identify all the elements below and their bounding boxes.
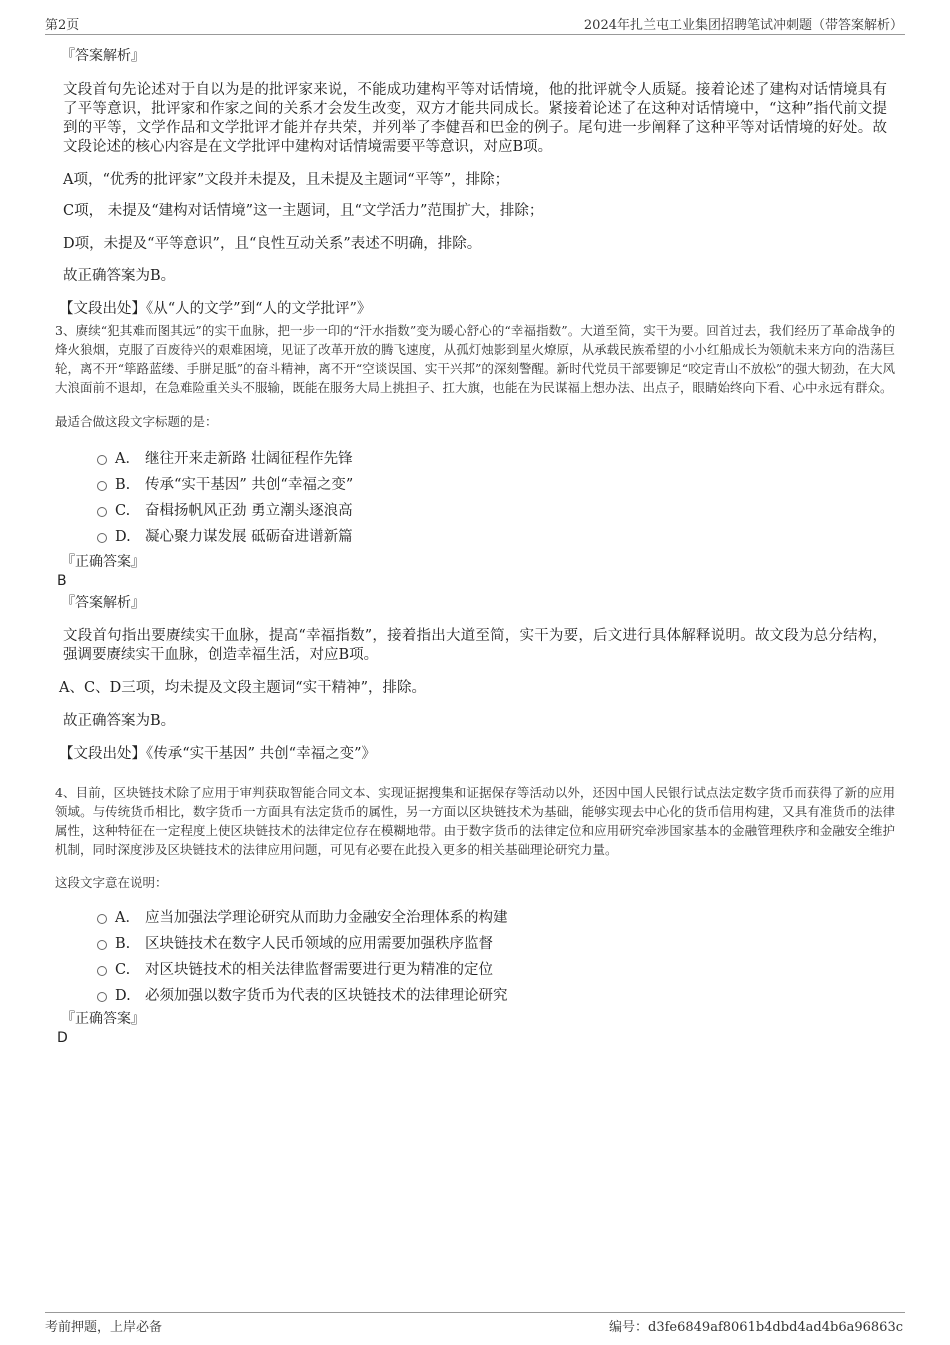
q2-analysis-label: 『答案解析』 — [61, 48, 145, 64]
q4-option-b[interactable] — [95, 931, 895, 957]
document-content — [55, 46, 895, 1047]
radio-icon[interactable] — [97, 940, 107, 950]
radio-icon[interactable] — [97, 507, 107, 517]
q3-text: 3、赓续“犯其难而图其远”的实干血脉，把一步一印的“汗水指数”变为暖心舒心的“幸福指数”。大道至简，实干为要。回首过去，我们经历了革命战争的烽火狼烟，克服了百废待兴的艰难困境，见证了改革开放的腾飞速度，从孤灯烛影到星火燎原，从承载民族希望的小小红船成长为领航未来方向的浩荡巨轮，离不开“筚路蓝缕、手胼足胝”的奋斗精神，离不开“空谈误国、实干兴邦”的深刻警醒。新时代党员干部要铆足“咬定青山不放松”的强大韧劲，在大风大浪面前不退却，在急难险重关头不服输，既能在服务大局上挑担子、扛大旗，也能在为民谋福上想办法、出点子，眼睛始终向下看、心中永远有群众。 — [55, 323, 895, 395]
document-code: 编号：d3fe6849af8061b4dbd4ad4b6a96863c — [609, 1320, 903, 1335]
radio-icon[interactable] — [97, 455, 107, 465]
option-letter: B. — [115, 936, 131, 952]
page-footer — [45, 1312, 905, 1337]
q4-option-d[interactable] — [95, 983, 895, 1009]
q2-analysis-a: A项，“优秀的批评家”文段并未提及，且未提及主题词“平等”，排除； — [63, 172, 510, 188]
q4-answer: D — [57, 1030, 68, 1046]
radio-icon[interactable] — [97, 481, 107, 491]
option-text: 凝心聚力谋发展 砥砺奋进谱新篇 — [145, 529, 353, 545]
q2-conclusion: 故正确答案为B。 — [63, 268, 176, 284]
option-text: 对区块链技术的相关法律监督需要进行更为精准的定位 — [145, 962, 493, 978]
q2-source: 【文段出处】《从“人的文学”到“人的文学批评”》 — [59, 301, 372, 317]
document-title: 2024年扎兰屯工业集团招聘笔试冲刺题（带答案解析） — [583, 18, 903, 33]
option-letter: A． — [115, 451, 140, 467]
q4-prompt: 这段文字意在说明： — [55, 875, 168, 890]
q3-analysis-main: 文段首句指出要赓续实干血脉，提高“幸福指数”，接着指出大道至简，实干为要，后文进行具体解释说明。故文段为总分结构，强调要赓续实干血脉，创造幸福生活，对应B项。 — [63, 628, 887, 663]
q4-options — [95, 905, 895, 1009]
q3-option-c[interactable] — [95, 498, 895, 524]
option-letter: B. — [115, 477, 131, 493]
option-text: 区块链技术在数字人民币领域的应用需要加强秩序监督 — [145, 936, 493, 952]
q3-conclusion: 故正确答案为B。 — [63, 713, 176, 729]
option-letter: C. — [115, 503, 131, 519]
page-number: 第2页 — [45, 18, 80, 33]
option-letter: D. — [115, 988, 131, 1004]
q2-analysis-main: 文段首句先论述对于自以为是的批评家来说，不能成功建构平等对话情境，他的批评就令人质疑。接着论述了建构对话情境具有了平等意识，批评家和作家之间的关系才会发生改变，双方才能共同成长。紧接着论述了在这种对话情境中，“这种”指代前文提到的平等，文学作品和文学批评才能并存共荣，并列举了李健吾和巴金的例子。尾句进一步阐释了这种平等对话情境的好处。故文段论述的核心内容是在文学批评中建构对话情境需要平等意识，对应B项。 — [63, 82, 887, 155]
radio-icon[interactable] — [97, 533, 107, 543]
q3-analysis-acd: A、C、D三项，均未提及文段主题词“实干精神”，排除。 — [59, 680, 427, 696]
option-letter: C. — [115, 962, 131, 978]
option-text: 继往开来走新路 壮阔征程作先锋 — [145, 451, 353, 467]
option-letter: D. — [115, 529, 131, 545]
q3-options — [95, 446, 895, 550]
q4-text: 4、目前，区块链技术除了应用于审判获取智能合同文本、实现证据搜集和证据保存等活动以外，还因中国人民银行试点法定数字货币而获得了新的应用领域。与传统货币相比，数字货币一方面具有法定货币的属性，另一方面以区块链技术为基础，能够实现去中心化的货币信用构建，又具有准货币的法律属性，这种特征在一定程度上使区块链技术的法律定位存在模糊地带。由于数字货币的法律定位和应用研究牵涉国家基本的金融管理秩序和金融安全维护机制，同时深度涉及区块链技术的法律应用问题，可见有必要在此投入更多的相关基础理论研究力量。 — [55, 785, 895, 857]
q3-source: 【文段出处】《传承“实干基因” 共创“幸福之变”》 — [59, 746, 377, 762]
radio-icon[interactable] — [97, 992, 107, 1002]
q2-analysis-c: C项， 未提及“建构对话情境”这一主题词，且“文学活力”范围扩大，排除； — [63, 203, 544, 219]
option-letter: A． — [115, 910, 140, 926]
option-text: 传承“实干基因” 共创“幸福之变” — [145, 477, 354, 493]
radio-icon[interactable] — [97, 966, 107, 976]
q3-analysis-label: 『答案解析』 — [61, 595, 145, 611]
option-text: 应当加强法学理论研究从而助力金融安全治理体系的构建 — [145, 910, 508, 926]
q3-option-a[interactable] — [95, 446, 895, 472]
q3-prompt: 最适合做这段文字标题的是： — [55, 414, 218, 429]
option-text: 必须加强以数字货币为代表的区块链技术的法律理论研究 — [145, 988, 508, 1004]
radio-icon[interactable] — [97, 914, 107, 924]
q3-answer: B — [57, 573, 67, 589]
q3-option-d[interactable] — [95, 524, 895, 550]
option-text: 奋楫扬帆风正劲 勇立潮头逐浪高 — [145, 503, 353, 519]
q4-answer-label: 『正确答案』 — [61, 1011, 145, 1027]
page-header — [45, 12, 905, 35]
q3-answer-label: 『正确答案』 — [61, 554, 145, 570]
q3-option-b[interactable] — [95, 472, 895, 498]
footer-slogan: 考前押题，上岸必备 — [45, 1320, 163, 1335]
q4-option-c[interactable] — [95, 957, 895, 983]
q4-option-a[interactable] — [95, 905, 895, 931]
q2-analysis-d: D项，未提及“平等意识”，且“良性互动关系”表述不明确，排除。 — [63, 236, 482, 252]
